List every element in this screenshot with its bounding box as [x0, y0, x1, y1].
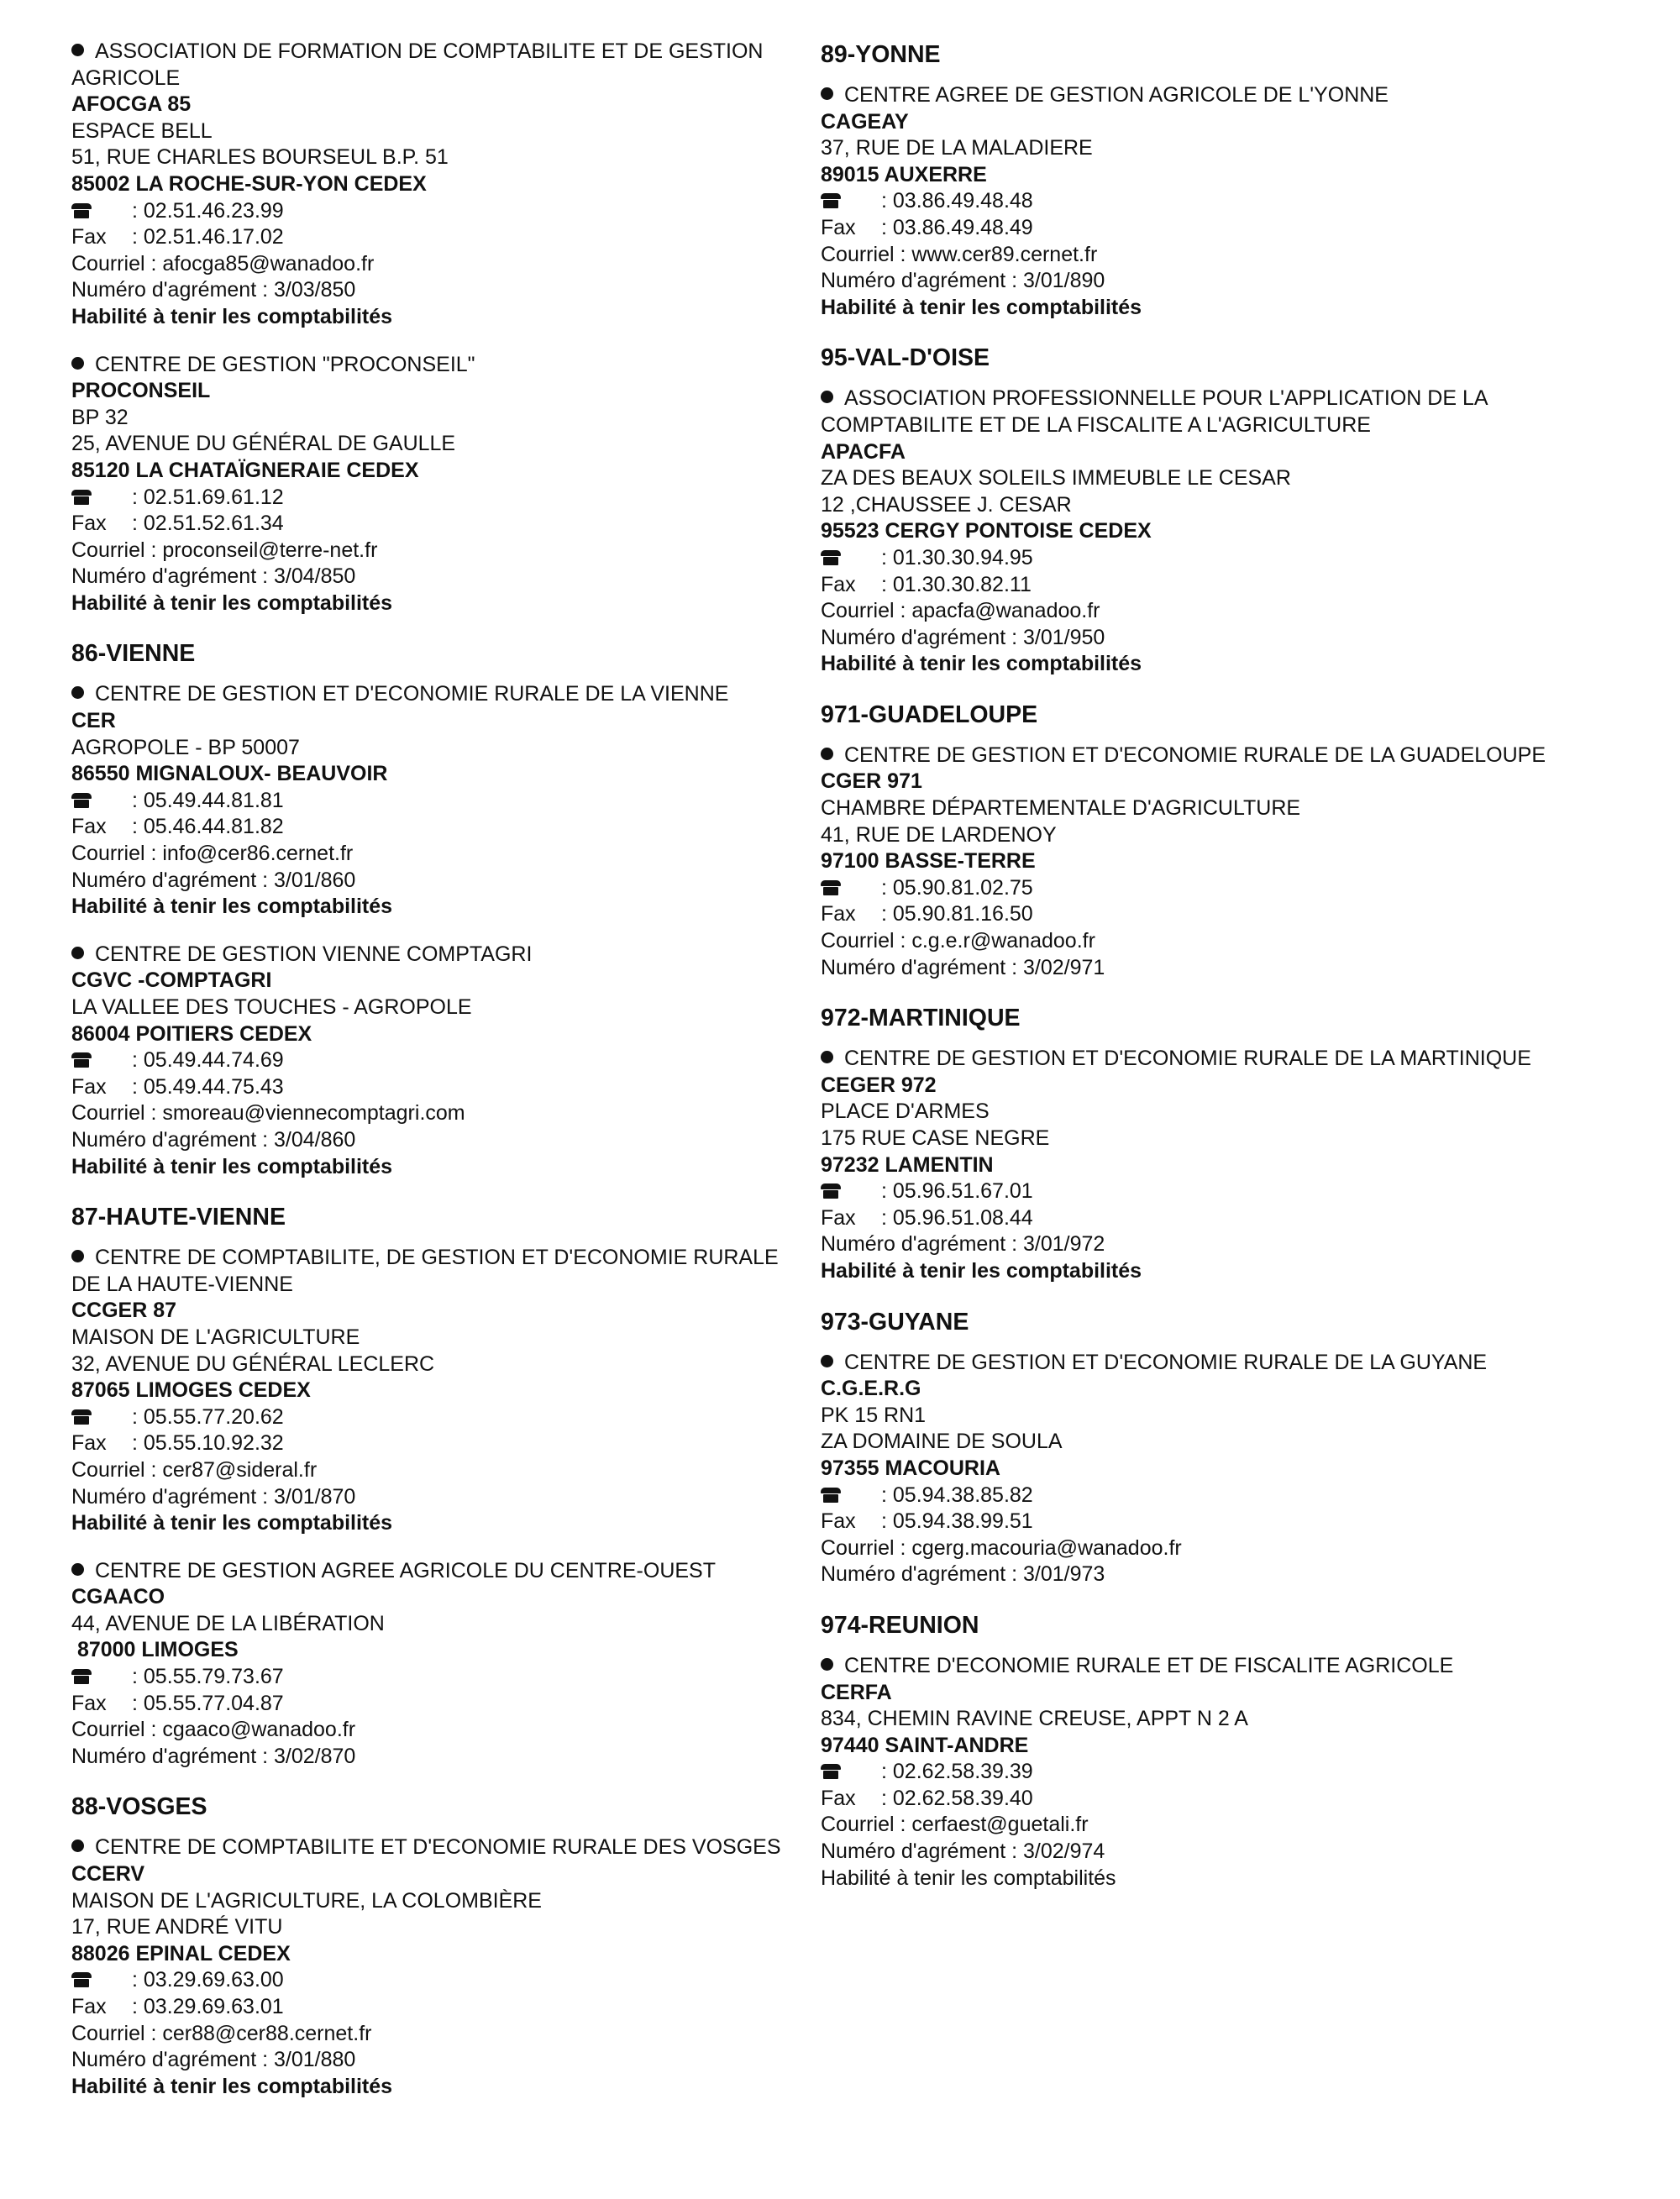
approval-number: Numéro d'agrément : 3/03/850	[71, 278, 356, 302]
accreditation-note: Habilité à tenir les comptabilités	[71, 2074, 393, 2098]
telephone-line	[71, 1047, 794, 1074]
approval-number: Numéro d'agrément : 3/01/973	[821, 1562, 1105, 1587]
bullet-dot-icon	[821, 391, 833, 403]
fax-number: : 05.55.10.92.32	[132, 1431, 284, 1456]
bullet-dot-icon	[821, 1051, 833, 1063]
organisation-acronym: CGER 971	[821, 769, 922, 794]
telephone-number: : 02.62.58.39.39	[881, 1760, 1033, 1784]
email-line: Courriel : cer87@sideral.fr	[71, 1457, 318, 1482]
telephone-label	[821, 1759, 881, 1786]
organisation-name	[821, 386, 1602, 438]
telephone-line	[821, 545, 1602, 572]
fax-number: : 03.29.69.63.01	[132, 1995, 284, 2018]
department-heading: 971-GUADELOUPE	[821, 701, 1038, 728]
department-heading: 972-MARTINIQUE	[821, 1005, 1021, 1032]
email-line: Courriel : apacfa@wanadoo.fr	[821, 599, 1100, 623]
postal-city: 85120 LA CHATAÏGNERAIE CEDEX	[71, 458, 419, 482]
directory-entry	[71, 681, 794, 920]
telephone-icon	[71, 1052, 92, 1068]
email-line: Courriel : afocga85@wanadoo.fr	[71, 251, 375, 276]
left-column	[71, 39, 794, 2121]
accreditation-note: Habilité à tenir les comptabilités	[821, 1866, 1116, 1890]
fax-label: Fax	[71, 1431, 107, 1456]
accreditation-note: Habilité à tenir les comptabilités	[821, 652, 1142, 676]
bullet-dot-icon	[821, 1658, 833, 1671]
address-line: MAISON DE L'AGRICULTURE, LA COLOMBIÈRE	[71, 1888, 542, 1913]
organisation-name-text: CENTRE DE GESTION "PROCONSEIL"	[95, 352, 475, 376]
directory-entry	[71, 1245, 794, 1537]
telephone-icon	[821, 880, 841, 895]
telephone-label	[71, 485, 132, 512]
telephone-icon	[71, 203, 92, 218]
fax-line	[821, 215, 1602, 242]
directory-entry	[821, 1046, 1602, 1284]
address-line: PLACE D'ARMES	[821, 1100, 990, 1124]
directory-entry	[821, 82, 1602, 321]
telephone-icon	[821, 1183, 841, 1199]
organisation-acronym: CCERV	[71, 1862, 145, 1887]
organisation-name	[71, 942, 794, 968]
bullet-dot-icon	[71, 947, 84, 959]
address-line: 41, RUE DE LARDENOY	[821, 822, 1057, 847]
approval-number: Numéro d'agrément : 3/02/870	[71, 1744, 356, 1768]
postal-city: 97100 BASSE-TERRE	[821, 849, 1036, 874]
fax-label: Fax	[821, 1205, 856, 1230]
directory-entry	[821, 1350, 1602, 1588]
approval-number: Numéro d'agrément : 3/04/850	[71, 564, 356, 589]
email-line: Courriel : info@cer86.cernet.fr	[71, 842, 354, 866]
telephone-number: : 01.30.30.94.95	[881, 545, 1033, 569]
telephone-label	[821, 1483, 881, 1509]
fax-label: Fax	[821, 902, 856, 926]
organisation-name	[821, 1046, 1602, 1073]
organisation-name-text: ASSOCIATION DE FORMATION DE COMPTABILITE ET DE GESTION AGRICOLE	[71, 39, 764, 90]
fax-number: : 02.62.58.39.40	[881, 1786, 1033, 1810]
telephone-line	[71, 485, 794, 512]
address-line: 51, RUE CHARLES BOURSEUL B.P. 51	[71, 145, 449, 170]
fax-line	[71, 1994, 794, 2021]
telephone-line	[821, 1759, 1602, 1786]
approval-number: Numéro d'agrément : 3/02/974	[821, 1839, 1105, 1864]
address-line: BP 32	[71, 405, 129, 429]
fax-line	[821, 901, 1602, 928]
telephone-line	[821, 1178, 1602, 1205]
bullet-dot-icon	[821, 748, 833, 760]
postal-city: 95523 CERGY PONTOISE CEDEX	[821, 519, 1152, 543]
address-line: PK 15 RN1	[821, 1403, 927, 1427]
fax-line	[71, 224, 794, 251]
bullet-dot-icon	[71, 1250, 84, 1262]
address-line: LA VALLEE DES TOUCHES - AGROPOLE	[71, 995, 472, 1019]
bullet-dot-icon	[821, 1355, 833, 1367]
email-line: Courriel : proconseil@terre-net.fr	[71, 538, 378, 562]
telephone-icon	[821, 550, 841, 565]
department-heading: 88-VOSGES	[71, 1793, 207, 1821]
address-line: 12 ,CHAUSSEE J. CESAR	[821, 492, 1072, 517]
approval-number: Numéro d'agrément : 3/01/972	[821, 1232, 1105, 1257]
fax-line	[821, 1509, 1602, 1535]
organisation-acronym: APACFA	[821, 439, 906, 464]
department-heading: 973-GUYANE	[821, 1308, 969, 1336]
email-line: Courriel : www.cer89.cernet.fr	[821, 242, 1098, 266]
fax-label: Fax	[821, 572, 856, 596]
directory-entry	[71, 352, 794, 617]
accreditation-note: Habilité à tenir les comptabilités	[821, 295, 1142, 319]
fax-line	[71, 1074, 794, 1101]
email-line: Courriel : cer88@cer88.cernet.fr	[71, 2021, 372, 2045]
email-line: Courriel : cgerg.macouria@wanadoo.fr	[821, 1535, 1182, 1560]
directory-entry	[71, 942, 794, 1180]
organisation-acronym: CER	[71, 709, 116, 733]
department-heading: 89-YONNE	[821, 41, 941, 68]
directory-entry	[71, 39, 794, 331]
right-column	[821, 39, 1602, 1913]
telephone-icon	[821, 193, 841, 208]
organisation-name-text: CENTRE AGREE DE GESTION AGRICOLE DE L'YONNE	[844, 83, 1389, 107]
email-line: Courriel : cerfaest@guetali.fr	[821, 1813, 1089, 1837]
telephone-line	[821, 188, 1602, 215]
fax-line	[821, 572, 1602, 599]
telephone-label	[71, 1664, 132, 1691]
accreditation-note: Habilité à tenir les comptabilités	[821, 1258, 1142, 1283]
telephone-line	[71, 1404, 794, 1431]
accreditation-note: Habilité à tenir les comptabilités	[71, 895, 393, 919]
postal-city: 88026 EPINAL CEDEX	[71, 1941, 291, 1965]
telephone-number: : 03.86.49.48.48	[881, 189, 1033, 213]
telephone-label	[71, 198, 132, 225]
address-line: ZA DES BEAUX SOLEILS IMMEUBLE LE CESAR	[821, 466, 1291, 491]
accreditation-note: Habilité à tenir les comptabilités	[71, 590, 393, 615]
telephone-line	[821, 875, 1602, 902]
organisation-name	[821, 1653, 1602, 1680]
telephone-label	[821, 188, 881, 215]
address-line: ESPACE BELL	[71, 118, 213, 143]
fax-label: Fax	[821, 1786, 856, 1810]
organisation-acronym: C.G.E.R.G	[821, 1377, 921, 1401]
organisation-name-text: CENTRE DE GESTION ET D'ECONOMIE RURALE DE LA VIENNE	[95, 682, 729, 706]
telephone-icon	[71, 1669, 92, 1684]
directory-entry	[821, 1653, 1602, 1892]
telephone-number: : 02.51.69.61.12	[132, 485, 284, 509]
approval-number: Numéro d'agrément : 3/01/860	[71, 868, 356, 892]
organisation-name	[821, 1350, 1602, 1377]
fax-label: Fax	[71, 1074, 107, 1099]
bullet-dot-icon	[71, 1839, 84, 1852]
telephone-line	[71, 1967, 794, 1994]
accreditation-note: Habilité à tenir les comptabilités	[71, 1154, 393, 1178]
accreditation-note: Habilité à tenir les comptabilités	[71, 304, 393, 328]
fax-number: : 05.96.51.08.44	[881, 1205, 1033, 1230]
telephone-number: : 05.55.77.20.62	[132, 1404, 284, 1429]
telephone-icon	[71, 490, 92, 505]
bullet-dot-icon	[71, 1563, 84, 1576]
bullet-dot-icon	[71, 686, 84, 699]
fax-label: Fax	[71, 1691, 107, 1715]
organisation-name-text: CENTRE DE COMPTABILITE ET D'ECONOMIE RURALE DES VOSGES	[95, 1835, 781, 1860]
telephone-number: : 05.49.44.74.69	[132, 1048, 284, 1073]
fax-label: Fax	[71, 512, 107, 536]
accreditation-note: Habilité à tenir les comptabilités	[71, 1511, 393, 1535]
organisation-name-text: CENTRE DE COMPTABILITE, DE GESTION ET D'ECONOMIE RURALE DE LA HAUTE-VIENNE	[71, 1246, 779, 1296]
organisation-name	[71, 1245, 794, 1298]
fax-number: : 05.49.44.75.43	[132, 1074, 284, 1099]
address-line: 32, AVENUE DU GÉNÉRAL LECLERC	[71, 1351, 435, 1376]
telephone-number: : 05.96.51.67.01	[881, 1179, 1033, 1204]
postal-city: 87065 LIMOGES CEDEX	[71, 1378, 311, 1403]
address-line: AGROPOLE - BP 50007	[71, 735, 300, 759]
telephone-icon	[71, 793, 92, 808]
telephone-number: : 03.29.69.63.00	[132, 1968, 284, 1992]
address-line: 37, RUE DE LA MALADIERE	[821, 136, 1093, 160]
fax-label: Fax	[71, 1995, 107, 2018]
address-line: CHAMBRE DÉPARTEMENTALE D'AGRICULTURE	[821, 796, 1301, 821]
postal-city: 97232 LAMENTIN	[821, 1152, 994, 1177]
department-heading: 95-VAL-D'OISE	[821, 344, 990, 372]
organisation-name-text: CENTRE DE GESTION AGREE AGRICOLE DU CENTRE-OUEST	[95, 1558, 717, 1582]
fax-number: : 03.86.49.48.49	[881, 215, 1033, 239]
postal-city: 86004 POITIERS CEDEX	[71, 1021, 312, 1046]
fax-number: : 02.51.52.61.34	[132, 512, 284, 536]
directory-entry	[821, 386, 1602, 678]
telephone-number: : 05.55.79.73.67	[132, 1665, 284, 1689]
organisation-name-text: CENTRE DE GESTION VIENNE COMPTAGRI	[95, 942, 533, 966]
telephone-label	[71, 1047, 132, 1074]
telephone-label	[821, 545, 881, 572]
email-line: Courriel : c.g.e.r@wanadoo.fr	[821, 929, 1095, 953]
approval-number: Numéro d'agrément : 3/01/870	[71, 1484, 356, 1509]
telephone-icon	[71, 1409, 92, 1425]
organisation-name	[71, 352, 794, 379]
organisation-acronym: AFOCGA 85	[71, 92, 192, 117]
organisation-acronym: CERFA	[821, 1680, 892, 1704]
bullet-dot-icon	[71, 44, 84, 56]
bullet-dot-icon	[71, 357, 84, 370]
email-line: Courriel : smoreau@viennecomptagri.com	[71, 1101, 465, 1126]
organisation-acronym: CGVC -COMPTAGRI	[71, 968, 272, 993]
fax-number: : 05.90.81.16.50	[881, 902, 1033, 926]
bullet-dot-icon	[821, 87, 833, 100]
organisation-name	[821, 743, 1602, 769]
approval-number: Numéro d'agrément : 3/04/860	[71, 1127, 356, 1152]
address-line: MAISON DE L'AGRICULTURE	[71, 1325, 360, 1349]
directory-entry	[71, 1834, 794, 2100]
fax-number: : 05.46.44.81.82	[132, 815, 284, 839]
fax-line	[821, 1205, 1602, 1232]
fax-label: Fax	[71, 225, 107, 249]
telephone-label	[821, 875, 881, 902]
address-line: 44, AVENUE DE LA LIBÉRATION	[71, 1611, 385, 1635]
organisation-name	[71, 1834, 794, 1861]
telephone-line	[821, 1483, 1602, 1509]
organisation-acronym: CEGER 972	[821, 1073, 937, 1097]
organisation-name	[71, 681, 794, 708]
department-heading: 86-VIENNE	[71, 640, 196, 668]
address-line: 25, AVENUE DU GÉNÉRAL DE GAULLE	[71, 432, 456, 456]
postal-city: 89015 AUXERRE	[821, 162, 987, 186]
telephone-line	[71, 198, 794, 225]
organisation-name-text: CENTRE DE GESTION ET D'ECONOMIE RURALE DE LA MARTINIQUE	[844, 1047, 1531, 1071]
approval-number: Numéro d'agrément : 3/02/971	[821, 955, 1105, 979]
fax-label: Fax	[821, 215, 856, 239]
approval-number: Numéro d'agrément : 3/01/950	[821, 625, 1105, 649]
address-line: 175 RUE CASE NEGRE	[821, 1126, 1050, 1150]
address-line: 17, RUE ANDRÉ VITU	[71, 1915, 283, 1939]
fax-line	[821, 1786, 1602, 1813]
directory-entry	[71, 1558, 794, 1771]
telephone-number: : 05.49.44.81.81	[132, 788, 284, 812]
telephone-label	[71, 788, 132, 815]
fax-label: Fax	[821, 1509, 856, 1534]
telephone-label	[71, 1967, 132, 1994]
fax-label: Fax	[71, 815, 107, 839]
organisation-name	[71, 39, 794, 92]
postal-city: 85002 LA ROCHE-SUR-YON CEDEX	[71, 171, 427, 196]
telephone-label	[821, 1178, 881, 1205]
approval-number: Numéro d'agrément : 3/01/880	[71, 2048, 356, 2072]
department-heading: 87-HAUTE-VIENNE	[71, 1204, 286, 1231]
organisation-name-text: ASSOCIATION PROFESSIONNELLE POUR L'APPLICATION DE LA COMPTABILITE ET DE LA FISCALITE A L'AGRICULTURE	[821, 386, 1488, 437]
postal-city: 86550 MIGNALOUX- BEAUVOIR	[71, 762, 388, 786]
telephone-number: : 05.90.81.02.75	[881, 875, 1033, 900]
directory-entry	[821, 743, 1602, 981]
telephone-line	[71, 1664, 794, 1691]
organisation-acronym: CGAACO	[71, 1585, 165, 1609]
telephone-icon	[71, 1972, 92, 1987]
organisation-name-text: CENTRE DE GESTION ET D'ECONOMIE RURALE DE LA GUYANE	[844, 1350, 1488, 1374]
telephone-number: : 05.94.38.85.82	[881, 1483, 1033, 1507]
fax-line	[71, 1691, 794, 1718]
telephone-label	[71, 1404, 132, 1431]
approval-number: Numéro d'agrément : 3/01/890	[821, 269, 1105, 293]
address-line: ZA DOMAINE DE SOULA	[821, 1430, 1063, 1454]
fax-number: : 02.51.46.17.02	[132, 225, 284, 249]
fax-number: : 01.30.30.82.11	[881, 572, 1032, 596]
telephone-icon	[821, 1488, 841, 1503]
email-line: Courriel : cgaaco@wanadoo.fr	[71, 1718, 356, 1742]
fax-line	[71, 511, 794, 538]
fax-line	[71, 1430, 794, 1457]
telephone-number: : 02.51.46.23.99	[132, 198, 284, 223]
postal-city: 97440 SAINT-ANDRE	[821, 1733, 1029, 1757]
department-heading: 974-REUNION	[821, 1611, 979, 1639]
organisation-name-text: CENTRE DE GESTION ET D'ECONOMIE RURALE DE LA GUADELOUPE	[844, 743, 1546, 767]
organisation-acronym: CCGER 87	[71, 1299, 177, 1323]
address-line: 834, CHEMIN RAVINE CREUSE, APPT N 2 A	[821, 1707, 1248, 1731]
organisation-name-text: CENTRE D'ECONOMIE RURALE ET DE FISCALITE AGRICOLE	[844, 1653, 1454, 1677]
fax-number: : 05.94.38.99.51	[881, 1509, 1033, 1534]
fax-number: : 05.55.77.04.87	[132, 1691, 284, 1715]
fax-line	[71, 814, 794, 841]
postal-city: 87000 LIMOGES	[71, 1638, 239, 1662]
postal-city: 97355 MACOURIA	[821, 1456, 1000, 1480]
telephone-icon	[821, 1764, 841, 1779]
telephone-line	[71, 788, 794, 815]
organisation-name	[821, 82, 1602, 109]
organisation-name	[71, 1558, 794, 1585]
organisation-acronym: PROCONSEIL	[71, 379, 211, 403]
organisation-acronym: CAGEAY	[821, 109, 909, 134]
